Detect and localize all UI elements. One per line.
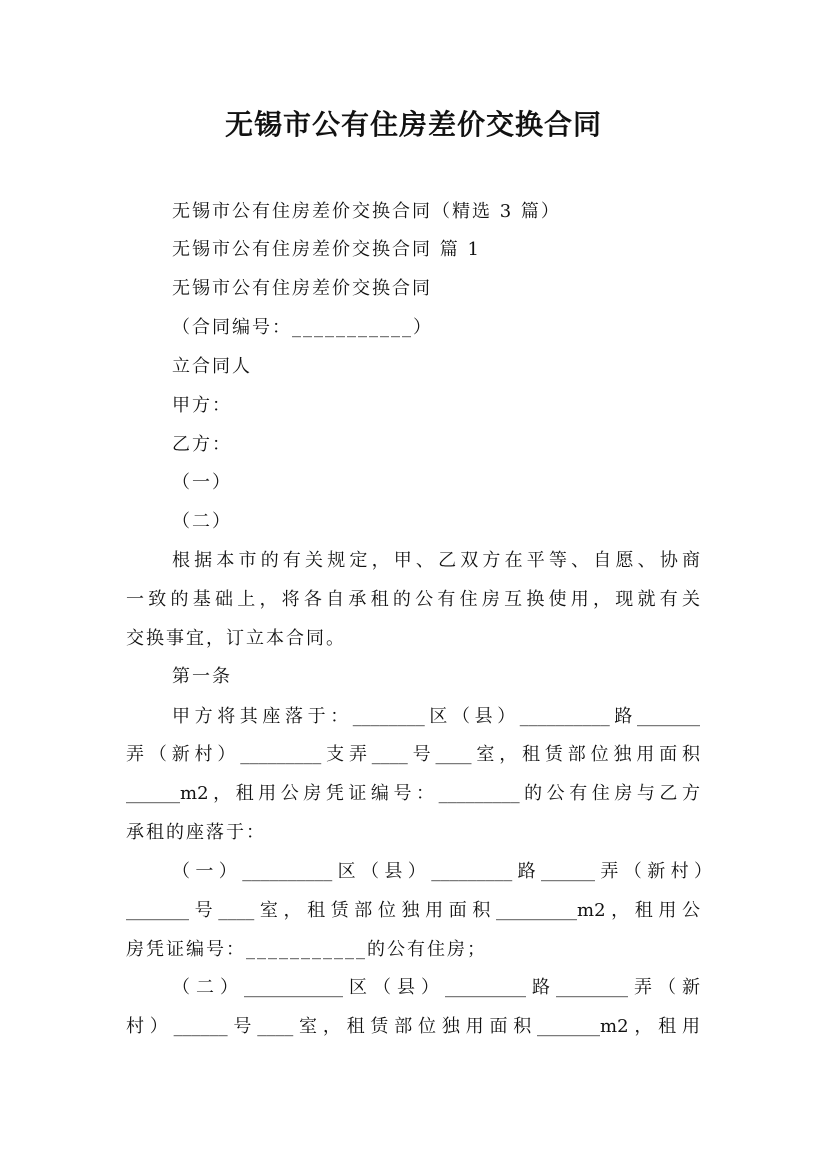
doc-line-preamble-3: 交换事宜，订立本合同。 <box>126 628 346 649</box>
doc-line-clause-2: 弄（新村）_________支弄____号____室，租赁部位独用面积 <box>126 744 700 765</box>
doc-line-sub-one-2: _______号____室，租赁部位独用面积_________m2，租用公 <box>126 900 700 921</box>
doc-line-selected-title: 无锡市公有住房差价交换合同（精选 3 篇） <box>172 201 561 222</box>
doc-line-sub-two-2: 村）______号____室，租赁部位独用面积_______m2，租用 <box>126 1016 700 1037</box>
doc-line-item-two: （二） <box>172 511 232 532</box>
doc-line-party-a: 甲方： <box>172 395 232 416</box>
doc-line-sub-two-1: （二）___________区（县）_________路________弄（新 <box>172 977 700 998</box>
document-title: 无锡市公有住房差价交换合同 <box>224 108 602 141</box>
doc-line-sub-one-1: （一）__________区（县）_________路______弄（新村） <box>172 861 712 882</box>
doc-line-clause-4: 承租的座落于： <box>126 822 266 843</box>
doc-line-contract-name: 无锡市公有住房差价交换合同 <box>172 278 432 299</box>
doc-line-parties: 立合同人 <box>172 356 252 377</box>
doc-line-preamble-1: 根据本市的有关规定，甲、乙双方在平等、自愿、协商 <box>172 550 700 571</box>
doc-line-article-one: 第一条 <box>172 666 232 687</box>
doc-line-part-heading: 无锡市公有住房差价交换合同 篇 1 <box>172 239 481 260</box>
doc-line-clause-1: 甲方将其座落于：________区（县）__________路_______ <box>172 706 700 727</box>
doc-line-clause-3: ______m2，租用公房凭证编号：_________的公有住房与乙方 <box>126 783 700 804</box>
doc-line-preamble-2: 一致的基础上，将各自承租的公有住房互换使用，现就有关 <box>126 589 700 610</box>
doc-line-sub-one-3: 房凭证编号：___________的公有住房； <box>126 939 487 960</box>
doc-line-contract-number: （合同编号：___________） <box>172 317 433 338</box>
doc-line-item-one: （一） <box>172 472 232 493</box>
doc-line-party-b: 乙方： <box>172 434 232 455</box>
